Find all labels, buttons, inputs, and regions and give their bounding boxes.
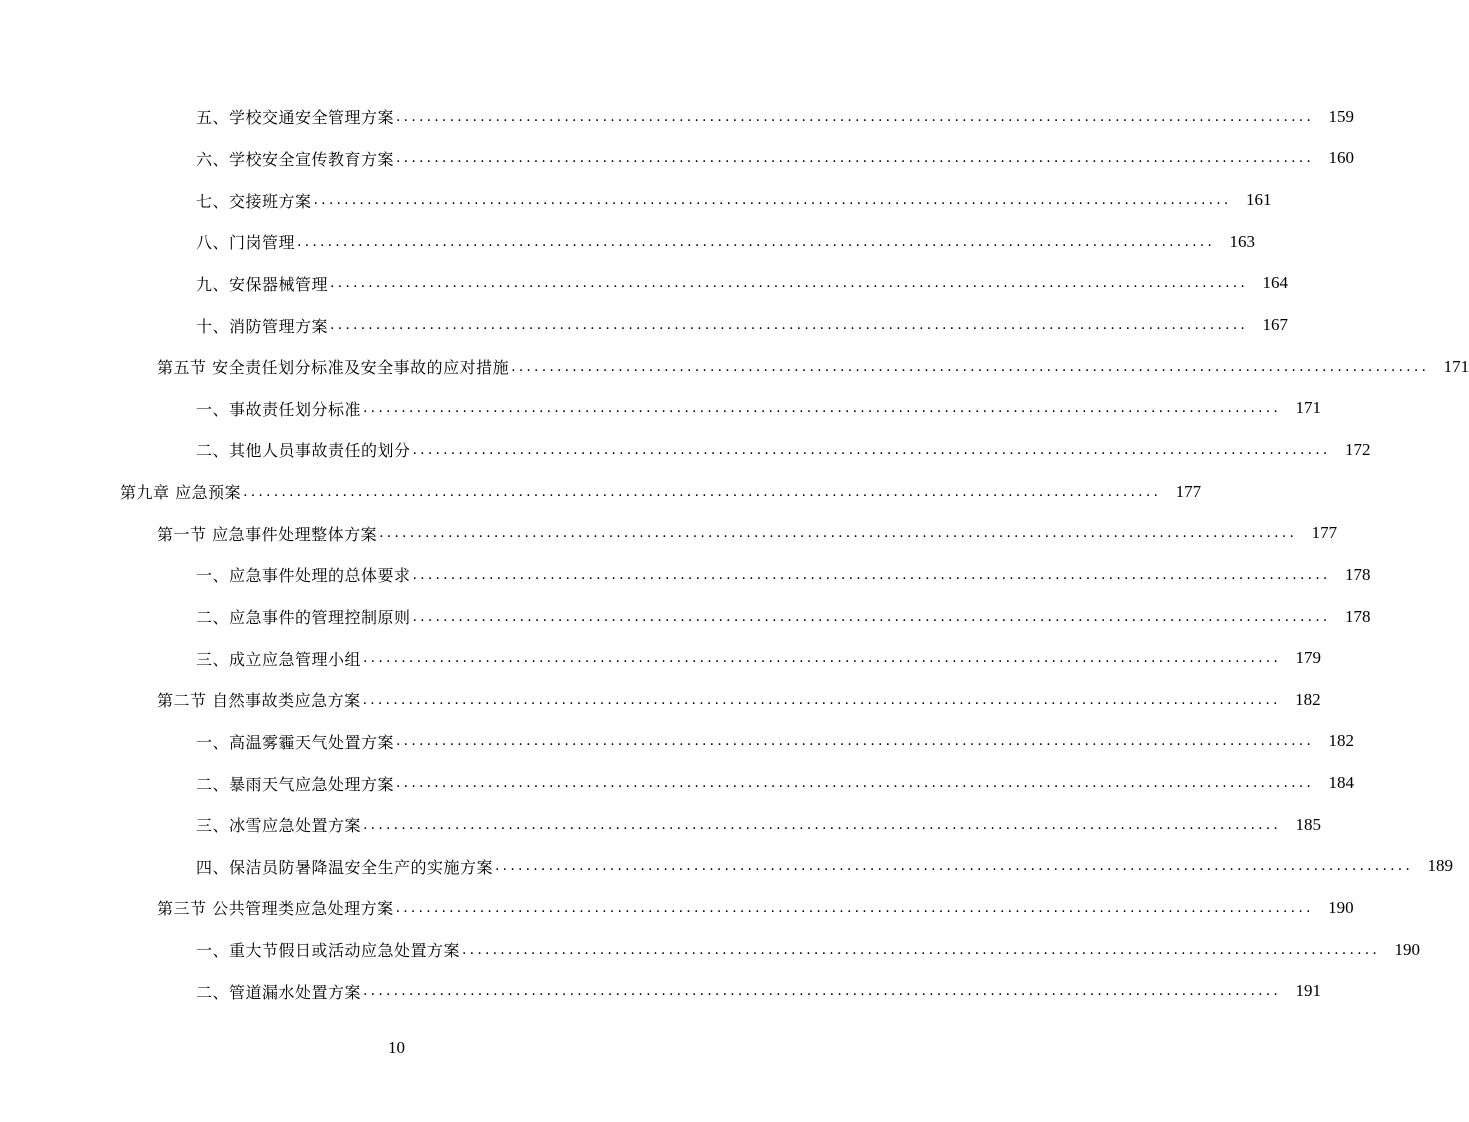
toc-dot-leader: ........................................................................................................................ [362,691,1281,708]
toc-entry-title: 六、学校安全宣传教育方案 [196,149,395,169]
toc-entry-title: 一、重大节假日或活动应急处置方案 [196,941,461,961]
toc-entry-title: 十、消防管理方案 [196,316,329,336]
toc-dot-leader: ........................................................................................................................ [379,525,1298,542]
toc-entry[interactable] [0,846,1454,888]
toc-entry[interactable] [0,970,1322,1012]
toc-entry-title: 九、安保器械管理 [196,274,329,294]
toc-entry-page: 185 [1295,814,1322,834]
toc-entry[interactable] [0,471,1202,513]
toc-dot-leader: ........................................................................................................................ [330,275,1249,292]
toc-entry-page: 163 [1229,231,1256,251]
toc-entry-page: 190 [1328,897,1354,917]
toc-entry[interactable] [0,304,1289,346]
toc-entry-page: 178 [1345,564,1371,584]
toc-entry-title: 二、其他人员事故责任的划分 [196,441,411,461]
toc-entry-page: 191 [1295,981,1322,1001]
toc-dot-leader: ........................................................................................................................ [462,941,1381,958]
toc-entry[interactable] [0,221,1256,263]
table-of-contents [0,96,1469,1012]
toc-entry-title: 第二节 自然事故类应急方案 [157,691,361,711]
toc-entry-page: 182 [1295,689,1321,709]
toc-dot-leader: ........................................................................................................................ [297,233,1216,250]
toc-entry-page: 164 [1262,273,1289,293]
toc-dot-leader: ........................................................................................................................ [363,650,1282,667]
toc-entry-title: 八、门岗管理 [196,233,296,253]
toc-entry[interactable] [0,637,1322,679]
toc-entry-page: 160 [1328,148,1355,168]
toc-entry-title: 二、暴雨天气应急处理方案 [196,774,395,794]
toc-entry[interactable] [0,346,1469,388]
toc-entry[interactable] [0,762,1355,804]
toc-entry[interactable] [0,138,1355,180]
toc-dot-leader: ........................................................................................................................ [395,899,1314,916]
toc-entry[interactable] [0,679,1321,721]
toc-entry-page: 178 [1345,606,1371,626]
toc-entry-page: 184 [1328,773,1355,793]
toc-entry-title: 四、保洁员防暑降温安全生产的实施方案 [196,857,494,877]
toc-entry[interactable] [0,512,1338,554]
toc-dot-leader: ........................................................................................................................ [396,150,1315,167]
toc-entry-title: 第三节 公共管理类应急处理方案 [157,899,394,919]
toc-entry-title: 二、管道漏水处置方案 [196,982,362,1002]
toc-dot-leader: ........................................................................................................................ [396,733,1315,750]
toc-entry-title: 第九章 应急预案 [120,483,242,503]
toc-dot-leader: ........................................................................................................................ [412,441,1331,458]
toc-entry[interactable] [0,263,1289,305]
toc-entry-page: 177 [1311,523,1338,543]
toc-entry[interactable] [0,554,1371,596]
toc-entry[interactable] [0,387,1322,429]
toc-entry-title: 七、交接班方案 [196,191,312,211]
toc-entry[interactable] [0,804,1322,846]
toc-dot-leader: ........................................................................................................................ [363,400,1282,417]
toc-dot-leader: ........................................................................................................................ [495,858,1414,875]
toc-entry[interactable] [0,721,1355,763]
toc-dot-leader: ........................................................................................................................ [363,816,1282,833]
toc-entry-title: 五、学校交通安全管理方案 [196,108,395,128]
toc-entry[interactable] [0,179,1272,221]
toc-dot-leader: ........................................................................................................................ [412,608,1331,625]
toc-entry-page: 179 [1295,648,1322,668]
toc-dot-leader: ........................................................................................................................ [363,983,1282,1000]
toc-entry-title: 第一节 应急事件处理整体方案 [157,524,378,544]
toc-dot-leader: ........................................................................................................................ [396,775,1315,792]
toc-entry-title: 一、高温雾霾天气处置方案 [196,732,395,752]
toc-entry-title: 一、事故责任划分标准 [196,399,362,419]
toc-entry-page: 177 [1175,481,1202,501]
toc-entry-page: 159 [1328,106,1355,126]
toc-dot-leader: ........................................................................................................................ [330,317,1249,334]
toc-entry-title: 一、应急事件处理的总体要求 [196,566,411,586]
toc-entry-title: 三、成立应急管理小组 [196,649,362,669]
toc-entry-title: 三、冰雪应急处置方案 [196,816,362,836]
toc-entry[interactable] [0,929,1421,971]
toc-entry-page: 167 [1262,315,1289,335]
toc-dot-leader: ........................................................................................................................ [396,108,1315,125]
page-number: 10 [388,1038,405,1057]
toc-entry-page: 190 [1394,939,1421,959]
toc-entry-page: 161 [1246,190,1272,210]
toc-entry-title: 第五节 安全责任划分标准及安全事故的应对措施 [157,358,510,378]
toc-dot-leader: ........................................................................................................................ [243,483,1162,500]
toc-entry-page: 182 [1328,731,1355,751]
toc-entry-page: 171 [1443,356,1469,376]
toc-entry-page: 189 [1427,856,1454,876]
toc-dot-leader: ........................................................................................................................ [412,566,1331,583]
toc-entry[interactable] [0,596,1371,638]
toc-dot-leader: ........................................................................................................................ [511,358,1430,375]
toc-entry[interactable] [0,96,1355,138]
toc-dot-leader: ........................................................................................................................ [313,192,1232,209]
toc-entry-title: 二、应急事件的管理控制原则 [196,608,411,627]
toc-entry[interactable] [0,429,1371,471]
toc-entry[interactable] [0,887,1354,929]
toc-entry-page: 172 [1345,439,1371,459]
toc-entry-page: 171 [1295,398,1322,418]
